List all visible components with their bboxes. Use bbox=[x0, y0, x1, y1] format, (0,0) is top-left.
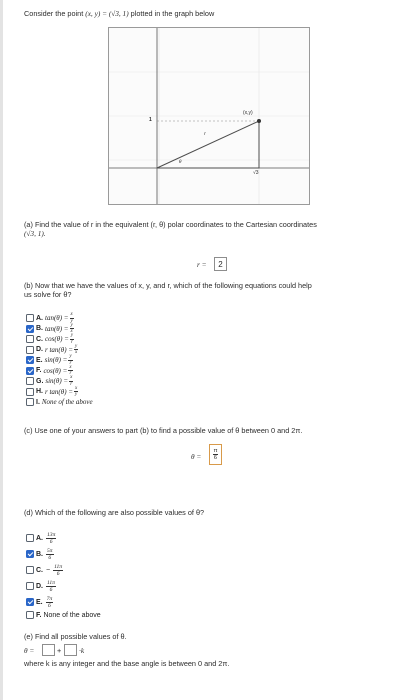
option-letter: H. bbox=[36, 388, 43, 395]
option-expression: None of the above bbox=[41, 398, 93, 406]
option-fraction bbox=[74, 344, 78, 356]
option-letter: B. bbox=[36, 325, 43, 332]
fraction-denominator: 6 bbox=[49, 538, 53, 545]
checkbox-checked-icon[interactable] bbox=[26, 550, 34, 558]
option-expression: tan(θ) = bbox=[45, 324, 69, 333]
option-letter: A. bbox=[36, 314, 43, 322]
triangle bbox=[157, 121, 259, 168]
option-expression: r tan(θ) = bbox=[45, 387, 73, 396]
option-sign: − bbox=[46, 566, 51, 574]
point-graph bbox=[108, 27, 310, 205]
option-letter: E. bbox=[36, 356, 43, 364]
part-d-option[interactable] bbox=[26, 533, 56, 543]
fraction-numerator: x bbox=[69, 364, 72, 370]
option-letter: F. bbox=[36, 367, 42, 374]
part-e-text: (e) Find all possible values of θ. bbox=[24, 632, 127, 641]
option-letter: D. bbox=[36, 582, 43, 590]
part-c-answer-denominator: 6 bbox=[213, 455, 218, 461]
part-d-option[interactable] bbox=[26, 610, 101, 620]
checkbox-icon[interactable] bbox=[26, 388, 34, 396]
option-fraction bbox=[46, 548, 54, 561]
fraction-numerator: x bbox=[75, 385, 78, 391]
fraction-denominator: r bbox=[69, 360, 72, 366]
option-expression: r tan(θ) = bbox=[45, 345, 73, 354]
part-b-option[interactable] bbox=[26, 397, 93, 407]
graph-grid bbox=[109, 28, 309, 204]
graph-label-theta: θ bbox=[179, 160, 182, 165]
intro-point: (x, y) = (√3, 1) bbox=[85, 9, 129, 18]
fraction-numerator: x bbox=[70, 312, 73, 317]
option-fraction bbox=[53, 564, 63, 577]
part-e-base-angle-input[interactable] bbox=[42, 644, 55, 656]
fraction-numerator: x bbox=[70, 375, 73, 380]
fraction-denominator: r bbox=[70, 381, 73, 387]
point-marker bbox=[257, 119, 261, 123]
option-letter: C. bbox=[36, 335, 43, 343]
fraction-denominator: r bbox=[69, 371, 72, 376]
part-e-footer: where k is any integer and the base angle is between 0 and 2π. bbox=[24, 659, 230, 668]
fraction-numerator: y bbox=[70, 333, 74, 338]
graph-label-x-tick: √3 bbox=[253, 170, 259, 176]
part-b-option[interactable] bbox=[26, 355, 73, 365]
fraction-numerator: 11π bbox=[54, 563, 63, 570]
checkbox-checked-icon[interactable] bbox=[26, 367, 34, 375]
option-letter: C. bbox=[36, 566, 43, 574]
part-a-coords: (√3, 1). bbox=[24, 229, 46, 239]
part-a-answer-input[interactable] bbox=[214, 257, 227, 271]
checkbox-icon[interactable] bbox=[26, 377, 34, 385]
part-a-text: (a) Find the value of r in the equivalent (r, θ) polar coordinates to the Cartesian coordinates bbox=[24, 220, 317, 229]
checkbox-icon[interactable] bbox=[26, 335, 34, 343]
checkbox-checked-icon[interactable] bbox=[26, 356, 34, 364]
checkbox-checked-icon[interactable] bbox=[26, 598, 34, 606]
option-expression: cos(θ) = bbox=[43, 366, 68, 375]
fraction-numerator: 5π bbox=[47, 547, 53, 554]
checkbox-icon[interactable] bbox=[26, 534, 34, 542]
option-text: None of the above bbox=[43, 611, 101, 619]
part-b-option[interactable] bbox=[26, 313, 74, 323]
part-c-answer-prefix: θ = bbox=[191, 452, 202, 461]
option-letter: I. bbox=[36, 398, 40, 406]
option-fraction bbox=[74, 386, 78, 398]
intro-suffix: plotted in the graph below bbox=[128, 9, 215, 18]
part-d-text: (d) Which of the following are also possible values of θ? bbox=[24, 508, 205, 517]
option-letter: F. bbox=[36, 611, 42, 619]
fraction-denominator: x bbox=[70, 329, 73, 334]
part-b-option[interactable] bbox=[26, 334, 74, 344]
part-b-text-2: us solve for θ? bbox=[24, 290, 72, 300]
part-a-question bbox=[24, 220, 409, 238]
part-b-option[interactable] bbox=[26, 376, 73, 386]
checkbox-checked-icon[interactable] bbox=[26, 325, 34, 333]
fraction-numerator: 13π bbox=[47, 531, 56, 538]
graph-label-y-tick: 1 bbox=[149, 117, 152, 123]
part-e-plus: + bbox=[57, 646, 62, 655]
option-expression: sin(θ) = bbox=[45, 377, 69, 385]
graph-label-r: r bbox=[204, 132, 206, 137]
fraction-denominator: y bbox=[75, 392, 78, 397]
checkbox-icon[interactable] bbox=[26, 566, 34, 574]
graph-label-point: (x,y) bbox=[243, 110, 253, 116]
option-letter: B. bbox=[36, 550, 43, 558]
fraction-denominator: 6 bbox=[49, 586, 53, 593]
fraction-denominator: y bbox=[70, 318, 73, 324]
fraction-numerator: y bbox=[75, 343, 78, 349]
checkbox-icon[interactable] bbox=[26, 611, 34, 619]
part-b-question bbox=[24, 281, 409, 299]
part-b-text-1: (b) Now that we have the values of x, y, and r, which of the following equations could help bbox=[24, 281, 312, 290]
graph-svg bbox=[109, 28, 309, 204]
part-a-answer-prefix: r = bbox=[197, 260, 207, 269]
checkbox-icon[interactable] bbox=[26, 582, 34, 590]
part-e-times-k: ·k bbox=[79, 646, 85, 655]
intro-line bbox=[24, 9, 214, 18]
checkbox-icon[interactable] bbox=[26, 346, 34, 354]
option-fraction bbox=[46, 596, 54, 609]
option-fraction bbox=[46, 580, 56, 593]
option-fraction bbox=[46, 532, 56, 545]
option-expression: sin(θ) = bbox=[44, 356, 68, 364]
fraction-denominator: 6 bbox=[48, 554, 52, 561]
option-letter: D. bbox=[36, 346, 43, 353]
part-b-option[interactable] bbox=[26, 366, 73, 376]
fraction-numerator: y bbox=[70, 322, 73, 328]
part-b-option[interactable] bbox=[26, 345, 78, 355]
part-d-option[interactable] bbox=[26, 597, 53, 607]
part-c-answer-fraction bbox=[213, 448, 219, 461]
left-edge-rule bbox=[0, 0, 3, 700]
intro-prefix: Consider the point bbox=[24, 9, 86, 18]
fraction-denominator: x bbox=[75, 350, 78, 355]
option-letter: G. bbox=[36, 377, 44, 385]
part-b-option[interactable] bbox=[26, 387, 78, 397]
part-d-option[interactable] bbox=[26, 549, 54, 559]
checkbox-icon[interactable] bbox=[26, 314, 34, 322]
part-e-period-input[interactable] bbox=[64, 644, 77, 656]
part-a-answer-value: 2 bbox=[218, 259, 223, 269]
part-c-answer-input[interactable] bbox=[209, 444, 222, 465]
fraction-denominator: 6 bbox=[48, 602, 51, 609]
fraction-numerator: 7π bbox=[46, 595, 53, 602]
option-letter: A. bbox=[36, 534, 43, 542]
option-fraction bbox=[69, 375, 73, 387]
part-c-answer-numerator: π bbox=[213, 448, 218, 454]
part-d-option[interactable] bbox=[26, 581, 56, 591]
part-e-theta-prefix: θ = bbox=[24, 646, 35, 655]
checkbox-icon[interactable] bbox=[26, 398, 34, 406]
option-expression: tan(θ) = bbox=[45, 314, 69, 322]
fraction-denominator: r bbox=[71, 339, 73, 345]
fraction-numerator: y bbox=[69, 354, 72, 359]
option-letter: E. bbox=[36, 598, 43, 606]
part-d-option[interactable] bbox=[26, 565, 63, 575]
fraction-denominator: 6 bbox=[56, 570, 60, 577]
part-c-text: (c) Use one of your answers to part (b) to find a possible value of θ between 0 and 2π. bbox=[24, 426, 303, 435]
option-expression: cos(θ) = bbox=[45, 335, 69, 343]
fraction-numerator: 11π bbox=[47, 579, 55, 586]
part-b-option[interactable] bbox=[26, 324, 74, 334]
